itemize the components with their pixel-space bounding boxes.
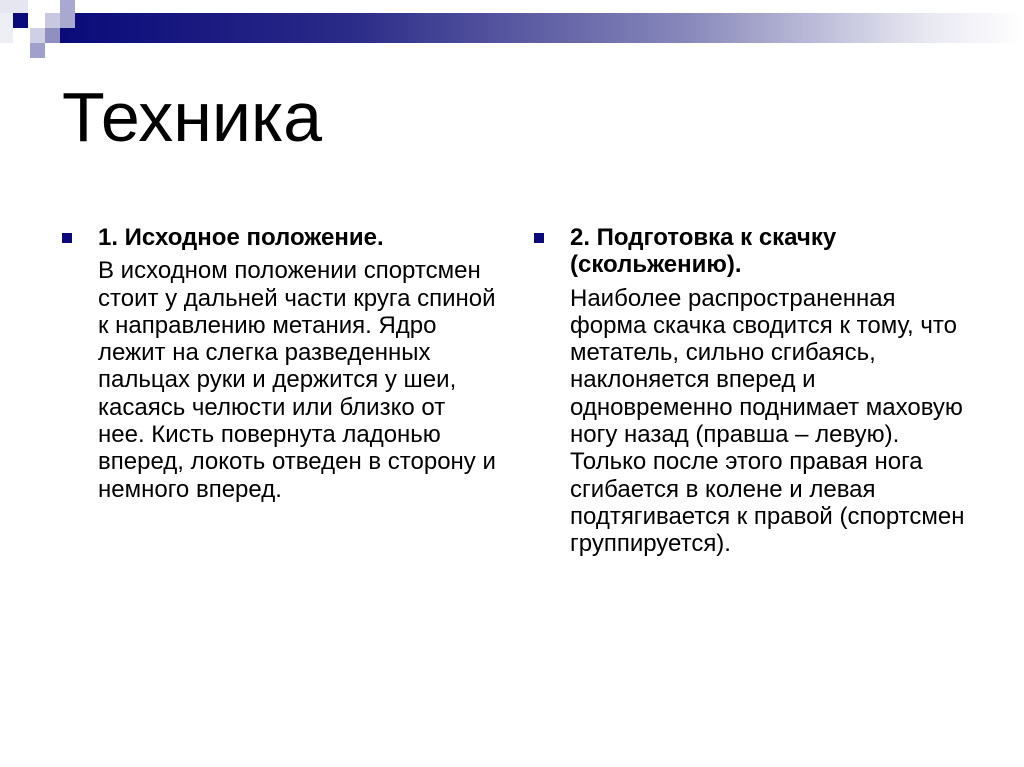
deco-square [30, 28, 45, 43]
left-column [98, 224, 498, 503]
deco-square [60, 0, 75, 28]
left-body: В исходном положении спортсмен стоит у дальней части круга спиной к направлению метания. Ядро лежит на слегка разведенных пальцах руки и держится у шеи, касаясь челюсти или близко от нее. Кисть повернута ладонью вперед, локоть отведен в сторону и немного вперед. [98, 257, 496, 503]
right-column [570, 224, 970, 558]
left-heading: 1. Исходное положение. [98, 224, 384, 251]
deco-square [45, 28, 60, 43]
header-gradient-bar [60, 13, 1024, 43]
deco-square [0, 13, 13, 43]
deco-square [0, 0, 28, 13]
deco-square [13, 13, 28, 28]
right-heading: 2. Подготовка к скачку (скольжению). [570, 224, 837, 279]
deco-square [45, 13, 60, 28]
square-bullet-icon [62, 233, 72, 243]
right-body: Наиболее распространенная форма скачка сводится к тому, что метатель, сильно сгибаясь, наклоняется вперед и одновременно поднимает маховую ногу назад (правша – левую). Только после этого правая нога сгибается в колене и левая подтягивается к правой (спортсмен группируется). [570, 284, 965, 558]
slide-title: Техника [62, 78, 323, 156]
deco-square [30, 43, 45, 58]
square-bullet-icon [534, 233, 544, 243]
